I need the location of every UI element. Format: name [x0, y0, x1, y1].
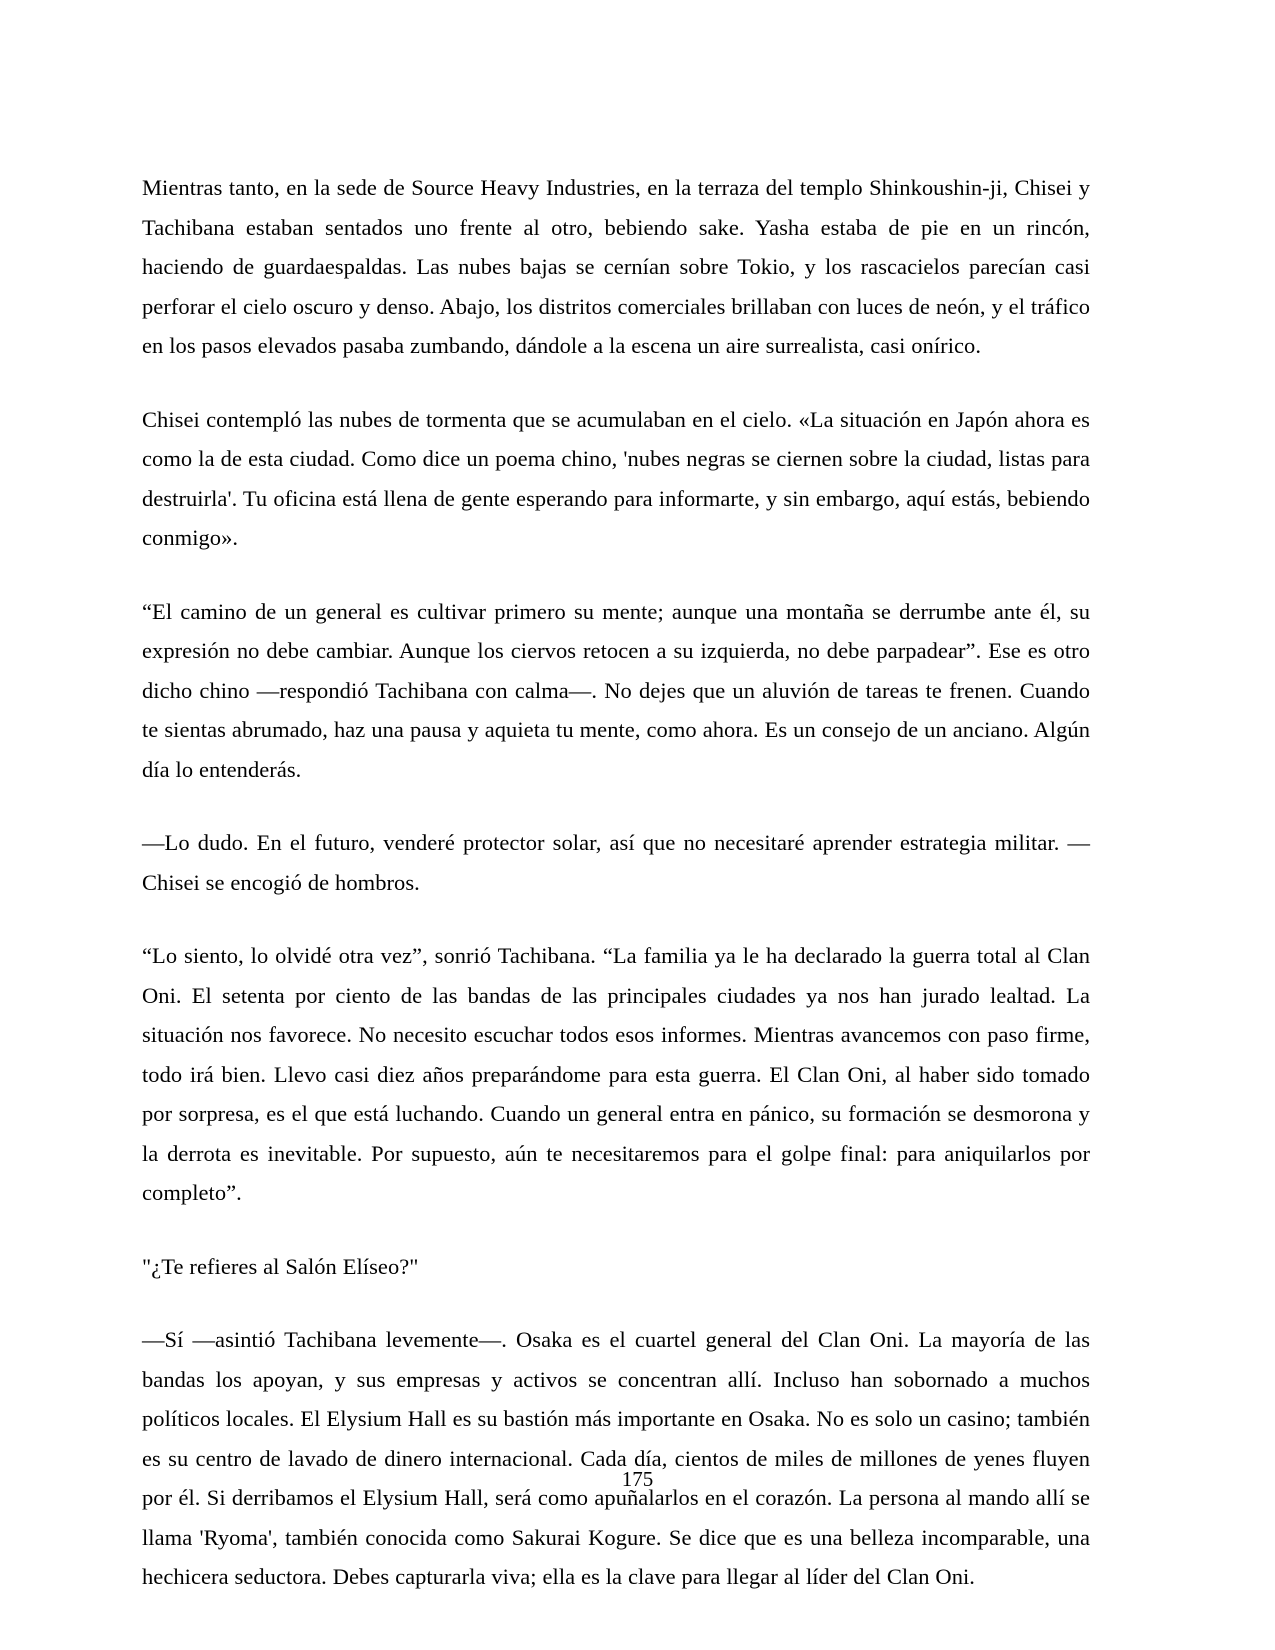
paragraph: —Sí —asintió Tachibana levemente—. Osaka es el cuartel general del Clan Oni. La mayoría de las bandas los apoyan, y sus empresas y activos se concentran allí. Incluso han sobornado a muchos políticos locales. El Elysium Hall es su bastión más importante en Osaka. No es solo un casino; también es su centro de lavado de dinero internacional. Cada día, cientos de miles de millones de yenes fluyen por él. Si derribamos el Elysium Hall, será como apuñalarlos en el corazón. La persona al mando allí se llama 'Ryoma', también conocida como Sakurai Kogure. Se dice que es una belleza incomparable, una hechicera seductora. Debes capturarla viva; ella es la clave para llegar al líder del Clan Oni. [142, 1327, 1090, 1589]
paragraph: "¿Te refieres al Salón Elíseo?" [142, 1253, 419, 1279]
paragraph: Mientras tanto, en la sede de Source Heavy Industries, en la terraza del templo Shinkoushin-ji, Chisei y Tachibana estaban sentados uno frente al otro, bebiendo sake. Yasha estaba de pie en un rincón, haciendo de guardaespaldas. Las nubes bajas se cernían sobre Tokio, y los rascacielos parecían casi perforar el cielo oscuro y denso. Abajo, los distritos comerciales brillaban con luces de neón, y el tráfico en los pasos elevados pasaba zumbando, dándole a la escena un aire surrealista, casi onírico. [142, 175, 1090, 358]
paragraph: Chisei contempló las nubes de tormenta que se acumulaban en el cielo. «La situación en Japón ahora es como la de esta ciudad. Como dice un poema chino, 'nubes negras se ciernen sobre la ciudad, listas para destruirla'. Tu oficina está llena de gente esperando para informarte, y sin embargo, aquí estás, bebiendo conmigo». [142, 406, 1090, 550]
paragraph: “Lo siento, lo olvidé otra vez”, sonrió Tachibana. “La familia ya le ha declarado la guerra total al Clan Oni. El setenta por ciento de las bandas de las principales ciudades ya nos han jurado lealtad. La situación nos favorece. No necesito escuchar todos esos informes. Mientras avancemos con paso firme, todo irá bien. Llevo casi diez años preparándome para esta guerra. El Clan Oni, al haber sido tomado por sorpresa, es el que está luchando. Cuando un general entra en pánico, su formación se desmorona y la derrota es inevitable. Por supuesto, aún te necesitaremos para el golpe final: para aniquilarlos por completo”. [142, 943, 1090, 1205]
paragraph: “El camino de un general es cultivar primero su mente; aunque una montaña se derrumbe ante él, su expresión no debe cambiar. Aunque los ciervos retocen a su izquierda, no debe parpadear”. Ese es otro dicho chino —respondió Tachibana con calma—. No dejes que un aluvión de tareas te frenen. Cuando te sientas abrumado, haz una pausa y aquieta tu mente, como ahora. Es un consejo de un anciano. Algún día lo entenderás. [142, 598, 1090, 782]
body-text-column [142, 168, 1090, 1597]
page-number: 175 [621, 1467, 654, 1491]
paragraph: —Lo dudo. En el futuro, venderé protector solar, así que no necesitaré aprender estrategia militar. —Chisei se encogió de hombros. [142, 830, 1090, 895]
